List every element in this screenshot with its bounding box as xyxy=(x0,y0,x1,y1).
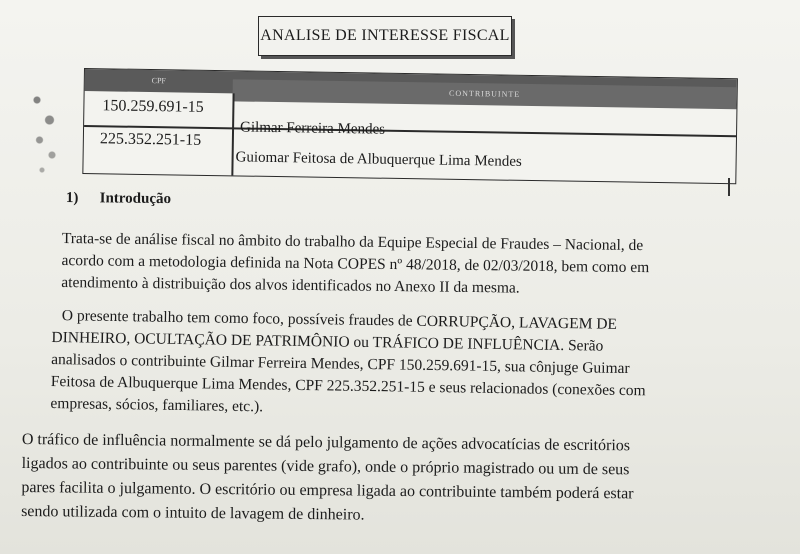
section-number: 1) xyxy=(65,190,79,207)
paragraph-line: acordo com a metodologia definida na Nota COPES nº 48/2018, de 02/03/2018, bem como em xyxy=(61,251,650,277)
paragraph-1 xyxy=(61,228,649,301)
document-title xyxy=(258,16,512,56)
paragraph-3 xyxy=(21,428,634,530)
paragraph-2 xyxy=(50,305,647,424)
table-row-1-cpf: 150.259.691-15 xyxy=(102,97,204,116)
paragraph-line: DINHEIRO, OCULTAÇÃO DE PATRIMÔNIO ou TRÁFICO DE INFLUÊNCIA. Serão xyxy=(51,328,604,355)
paragraph-line: analisados o contribuinte Gilmar Ferreira Mendes, CPF 150.259.691-15, sua cônjuge Guimar xyxy=(51,350,630,378)
paragraph-line: ligados ao contribuinte ou seus parentes (vide grafo), onde o próprio magistrado ou um de seus xyxy=(21,454,630,479)
header-contribuinte: CONTRIBUINTE xyxy=(232,79,736,109)
section-title: Introdução xyxy=(99,190,172,208)
table-row-1-nome: Gilmar Ferreira Mendes xyxy=(239,119,386,138)
paragraph-line: empresas, sócios, familiares, etc.). xyxy=(50,394,264,416)
section-heading xyxy=(66,190,171,208)
table-row-2-nome: Guiomar Feitosa de Albuquerque Lima Mendes xyxy=(235,149,522,170)
document-title-text: ANALISE DE INTERESSE FISCAL xyxy=(260,27,510,44)
table-column-divider xyxy=(231,93,234,175)
table-row-2-cpf: 225.352.251-15 xyxy=(99,130,202,149)
header-cpf: CPF xyxy=(151,76,166,86)
paragraph-line: atendimento à distribuição dos alvos identificados no Anexo II da mesma. xyxy=(61,273,520,297)
taxpayer-table xyxy=(82,68,738,184)
paragraph-line: O presente trabalho tem como foco, possíveis fraudes de CORRUPÇÃO, LAVAGEM DE xyxy=(61,307,618,333)
paragraph-line: Feitosa de Albuquerque Lima Mendes, CPF 225.352.251-15 e seus relacionados (conexões com xyxy=(50,372,646,400)
paragraph-line: pares facilita o julgamento. O escritório ou empresa ligada ao contribuinte também poderá estar xyxy=(21,478,634,503)
margin-mark xyxy=(728,178,730,196)
paragraph-line: sendo utilizada com o intuito de lavagem de dinheiro. xyxy=(21,502,365,524)
paragraph-line: Trata-se de análise fiscal no âmbito do trabalho da Equipe Especial de Fraudes – Nacional, de xyxy=(61,229,644,255)
ink-stain xyxy=(22,80,72,180)
paragraph-line: O tráfico de influência normalmente se dá pelo julgamento de ações advocatícias de escritórios xyxy=(21,430,631,455)
